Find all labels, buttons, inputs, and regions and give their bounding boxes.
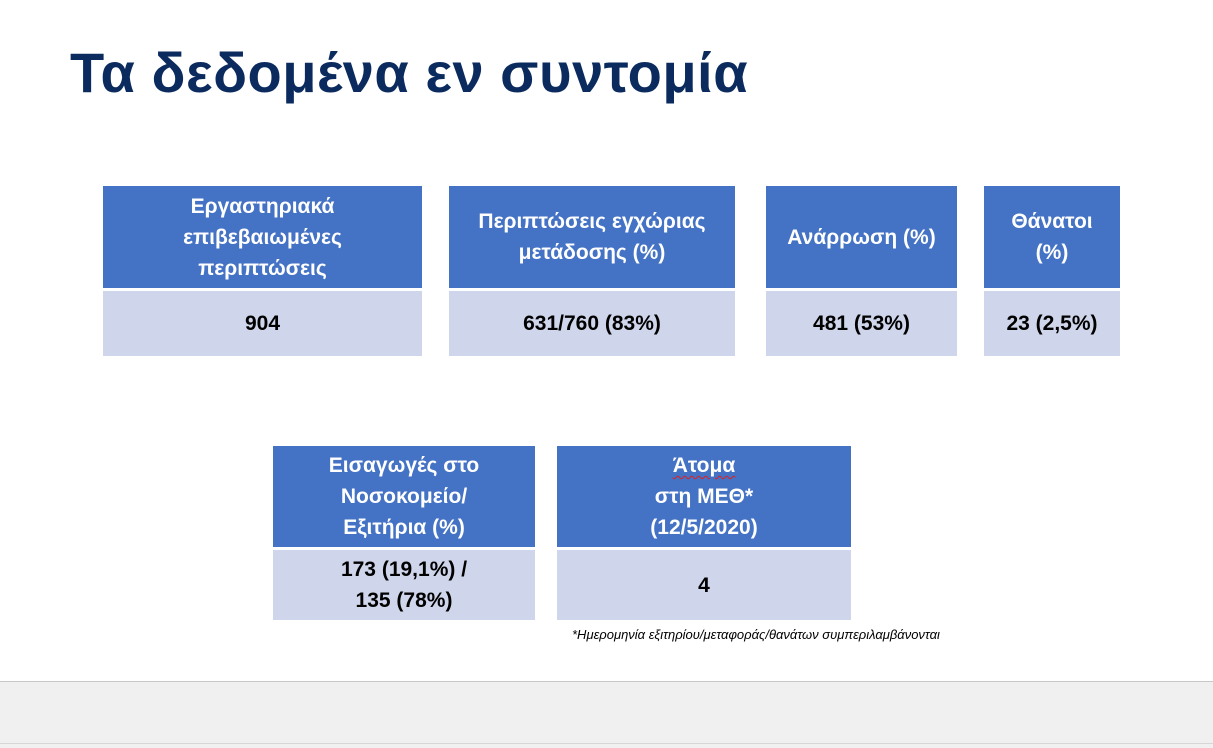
- card-header-line: μετάδοσης (%): [518, 241, 666, 264]
- page-title: Τα δεδομένα εν συντομία: [70, 41, 749, 104]
- card-header: [449, 186, 735, 288]
- card-header-line: Περιπτώσεις εγχώριας: [478, 210, 706, 233]
- card-header: [273, 446, 535, 547]
- divider: [0, 743, 1213, 744]
- card-value: [557, 550, 851, 620]
- card-deaths: [984, 186, 1120, 356]
- card-value-line: 631/760 (83%): [523, 312, 661, 335]
- card-local-transmission: [449, 186, 735, 356]
- card-value-line: 173 (19,1%) /: [340, 558, 468, 581]
- card-header-line: (12/5/2020): [650, 516, 758, 539]
- card-recovery: [766, 186, 957, 356]
- card-header: [557, 446, 851, 547]
- card-lab-confirmed: [103, 186, 422, 356]
- card-header-text: στη ΜΕΘ*: [654, 485, 754, 508]
- card-hospital-admissions: [273, 446, 535, 620]
- card-header-line: (%): [1035, 241, 1069, 264]
- card-header-line: [650, 450, 757, 512]
- card-value-line: 904: [244, 312, 281, 335]
- card-header-line: Εισαγωγές στο: [328, 454, 480, 477]
- card-value: [766, 291, 957, 356]
- card-header-line: επιβεβαιωμένες: [183, 225, 342, 249]
- card-value-line: 23 (2,5%): [1006, 312, 1098, 335]
- card-header: [103, 186, 422, 288]
- card-header-line: Εργαστηριακά: [190, 194, 335, 218]
- card-header: [766, 186, 957, 288]
- card-header-line: περιπτώσεις: [198, 256, 327, 280]
- card-header: [984, 186, 1120, 288]
- card-header-line: Θάνατοι: [1011, 210, 1093, 233]
- card-header-line: Νοσοκομείο/: [340, 485, 468, 508]
- spellcheck-word: Άτομα: [672, 454, 736, 477]
- card-value: [103, 291, 422, 356]
- card-header-line: Εξιτήρια (%): [343, 516, 465, 539]
- card-header-line: Ανάρρωση (%): [787, 225, 936, 249]
- notes-pane[interactable]: [0, 681, 1213, 748]
- card-value-line: 4: [698, 573, 710, 597]
- card-value-line: 481 (53%): [813, 312, 910, 335]
- card-value: [984, 291, 1120, 356]
- card-value: [273, 550, 535, 620]
- card-value: [449, 291, 735, 356]
- footnote: *Ημερομηνία εξιτηρίου/μεταφοράς/θανάτων συμπεριλαμβάνονται: [572, 627, 940, 642]
- card-value-line: 135 (78%): [355, 589, 453, 612]
- card-icu: [557, 446, 851, 620]
